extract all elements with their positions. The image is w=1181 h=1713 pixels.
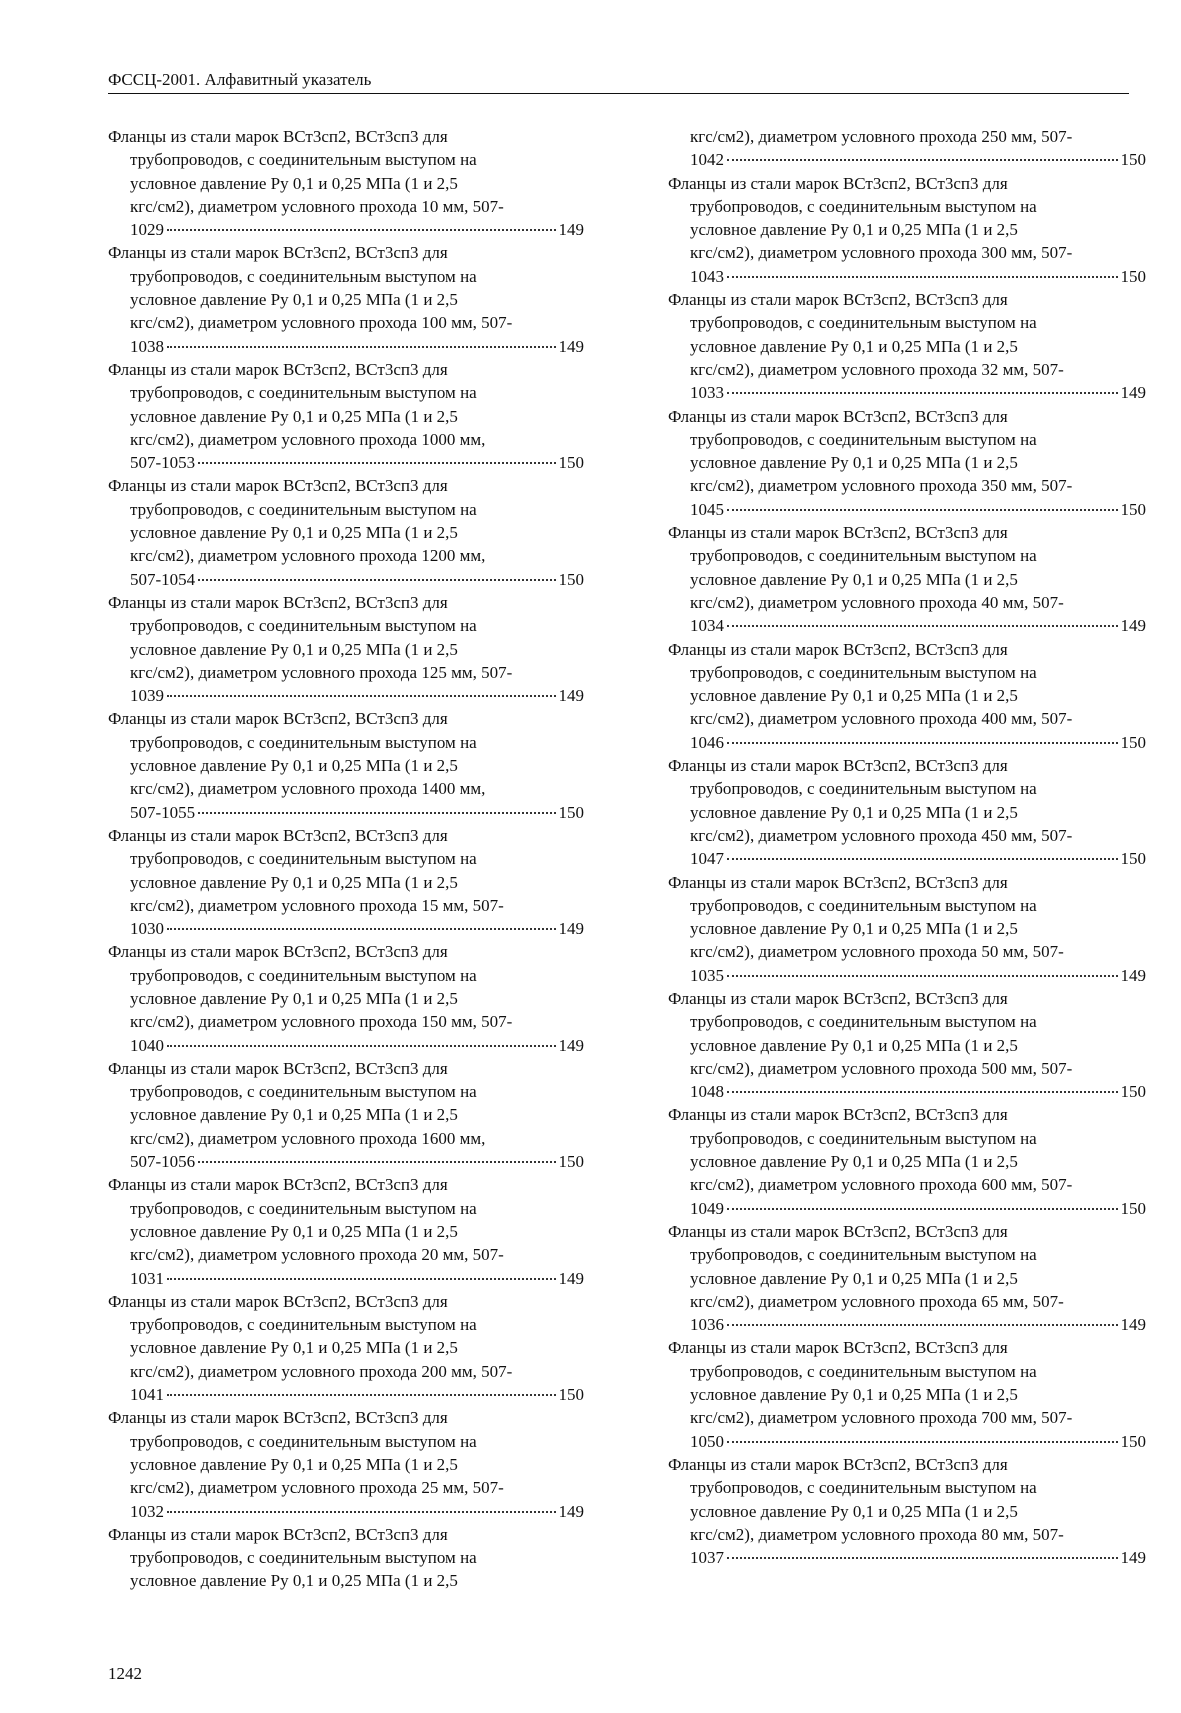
entry-page: 150 [558,802,584,822]
dot-leader [727,1441,1118,1443]
entry-line: трубопроводов, с соединительным выступом на [130,1082,477,1102]
index-entry [668,288,1146,404]
entry-page: 150 [1120,849,1146,869]
entry-code: 507-1056 [130,1152,196,1172]
entry-line: Фланцы из стали марок ВСт3сп2, ВСт3сп3 для [108,359,448,379]
entry-line: кгс/см2), диаметром условного прохода 350 мм, 507- [690,476,1073,496]
dot-leader [727,276,1118,278]
entry-line: трубопроводов, с соединительным выступом на [130,150,477,170]
entry-code: 1043 [690,266,724,286]
entry-line: условное давление Ру 0,1 и 0,25 МПа (1 и 2,5 [690,336,1018,356]
entry-line: Фланцы из стали марок ВСт3сп2, ВСт3сп3 для [108,476,448,496]
entry-reference [108,568,584,591]
entry-line: Фланцы из стали марок ВСт3сп2, ВСт3сп3 для [668,1221,1008,1241]
index-entry [668,1103,1146,1219]
entry-code: 507-1055 [130,802,196,822]
index-entry [668,1220,1146,1336]
entry-line: трубопроводов, с соединительным выступом на [130,616,477,636]
entry-line: Фланцы из стали марок ВСт3сп2, ВСт3сп3 для [668,1105,1008,1125]
entry-line: кгс/см2), диаметром условного прохода 32 мм, 507- [690,359,1064,379]
dot-leader [167,1045,556,1047]
entry-reference [668,1197,1146,1220]
index-entry [108,824,584,940]
dot-leader [198,812,555,814]
entry-reference [668,1546,1146,1569]
entry-page: 149 [1120,965,1146,985]
entry-line: кгс/см2), диаметром условного прохода 250 мм, 507- [690,127,1073,146]
index-entry [668,1453,1146,1569]
entry-reference [108,801,584,824]
index-entry [668,172,1146,288]
header-title: ФССЦ-2001. Алфавитный указатель [108,70,372,89]
entry-line: трубопроводов, с соединительным выступом на [690,1128,1037,1148]
entry-line: трубопроводов, с соединительным выступом на [130,965,477,985]
entry-line: кгс/см2), диаметром условного прохода 1200 мм, [130,546,486,566]
entry-reference [108,1383,584,1406]
dot-leader [167,346,556,348]
entry-reference [108,1034,584,1057]
entry-line: условное давление Ру 0,1 и 0,25 МПа (1 и 2,5 [130,1221,458,1241]
entry-code: 1029 [130,220,164,240]
page-number: 1242 [108,1664,142,1683]
entry-line: кгс/см2), диаметром условного прохода 65 мм, 507- [690,1291,1064,1311]
index-column-right [668,125,1146,1569]
dot-leader [727,1324,1118,1326]
index-entry [668,987,1146,1103]
entry-reference [668,1430,1146,1453]
entry-line: кгс/см2), диаметром условного прохода 700 мм, 507- [690,1408,1073,1428]
entry-code: 1042 [690,150,724,170]
index-entry [108,591,584,707]
entry-line: трубопроводов, с соединительным выступом на [130,732,477,752]
entry-line: кгс/см2), диаметром условного прохода 600 мм, 507- [690,1175,1073,1195]
page-header [108,70,1129,94]
entry-line: Фланцы из стали марок ВСт3сп2, ВСт3сп3 для [668,523,1008,543]
entry-line: кгс/см2), диаметром условного прохода 100 мм, 507- [130,313,513,333]
entry-line: условное давление Ру 0,1 и 0,25 МПа (1 и 2,5 [690,1035,1018,1055]
entry-page: 149 [558,220,584,240]
entry-line: Фланцы из стали марок ВСт3сп2, ВСт3сп3 для [108,592,448,612]
entry-code: 507-1053 [130,453,196,473]
entry-line: Фланцы из стали марок ВСт3сп2, ВСт3сп3 для [668,290,1008,310]
entry-page: 150 [1120,499,1146,519]
entry-line: Фланцы из стали марок ВСт3сп2, ВСт3сп3 для [668,639,1008,659]
index-entry [108,1057,584,1173]
index-entry [108,358,584,474]
entry-line: Фланцы из стали марок ВСт3сп2, ВСт3сп3 для [108,1175,448,1195]
entry-page: 150 [558,453,584,473]
entry-line: Фланцы из стали марок ВСт3сп2, ВСт3сп3 для [108,1408,448,1428]
entry-line: условное давление Ру 0,1 и 0,25 МПа (1 и 2,5 [690,686,1018,706]
dot-leader [727,1557,1118,1559]
entry-line: кгс/см2), диаметром условного прохода 1600 мм, [130,1128,486,1148]
dot-leader [727,1091,1118,1093]
entry-line: трубопроводов, с соединительным выступом на [130,1548,477,1568]
index-entry [108,1406,584,1522]
entry-line: трубопроводов, с соединительным выступом на [690,1478,1037,1498]
entry-line: трубопроводов, с соединительным выступом на [130,1315,477,1335]
entry-page: 150 [1120,732,1146,752]
entry-code: 1037 [690,1548,724,1568]
entry-line: условное давление Ру 0,1 и 0,25 МПа (1 и 2,5 [130,406,458,426]
entry-line: Фланцы из стали марок ВСт3сп2, ВСт3сп3 для [108,1291,448,1311]
entry-reference [668,1080,1146,1103]
entry-line: условное давление Ру 0,1 и 0,25 МПа (1 и 2,5 [130,1105,458,1125]
entry-line: трубопроводов, с соединительным выступом на [690,1361,1037,1381]
entry-reference [108,1500,584,1523]
entry-line: условное давление Ру 0,1 и 0,25 МПа (1 и 2,5 [690,220,1018,240]
entry-page: 149 [558,1501,584,1521]
entry-line: трубопроводов, с соединительным выступом на [130,1198,477,1218]
entry-line: кгс/см2), диаметром условного прохода 20 мм, 507- [130,1245,504,1265]
entry-code: 507-1054 [130,569,196,589]
entry-page: 149 [1120,1548,1146,1568]
entry-line: условное давление Ру 0,1 и 0,25 МПа (1 и 2,5 [130,756,458,776]
entry-page: 150 [1120,1431,1146,1451]
entry-code: 1035 [690,965,724,985]
entry-line: условное давление Ру 0,1 и 0,25 МПа (1 и 2,5 [690,919,1018,939]
entry-code: 1036 [690,1315,724,1335]
entry-code: 1047 [690,849,724,869]
index-entry [108,474,584,590]
entry-line: трубопроводов, с соединительным выступом на [130,1431,477,1451]
entry-line: кгс/см2), диаметром условного прохода 150 мм, 507- [130,1012,513,1032]
entry-code: 1031 [130,1268,164,1288]
entry-line: Фланцы из стали марок ВСт3сп2, ВСт3сп3 для [108,243,448,263]
entry-reference [668,614,1146,637]
entry-line: Фланцы из стали марок ВСт3сп2, ВСт3сп3 для [108,825,448,845]
dot-leader [727,159,1118,161]
entry-line: трубопроводов, с соединительным выступом на [130,266,477,286]
entry-code: 1049 [690,1198,724,1218]
entry-line: условное давление Ру 0,1 и 0,25 МПа (1 и 2,5 [130,872,458,892]
entry-line: условное давление Ру 0,1 и 0,25 МПа (1 и 2,5 [130,1338,458,1358]
entry-line: Фланцы из стали марок ВСт3сп2, ВСт3сп3 для [668,872,1008,892]
entry-page: 149 [558,336,584,356]
dot-leader [198,462,555,464]
dot-leader [727,975,1118,977]
index-entry [668,125,1146,172]
entry-line: трубопроводов, с соединительным выступом на [690,196,1037,216]
dot-leader [727,1208,1118,1210]
entry-line: трубопроводов, с соединительным выступом на [130,849,477,869]
dot-leader [167,1278,556,1280]
entry-line: Фланцы из стали марок ВСт3сп2, ВСт3сп3 для [668,1454,1008,1474]
entry-line: Фланцы из стали марок ВСт3сп2, ВСт3сп3 для [108,1058,448,1078]
entry-page: 149 [1120,383,1146,403]
entry-line: кгс/см2), диаметром условного прохода 15 мм, 507- [130,895,504,915]
entry-line: условное давление Ру 0,1 и 0,25 МПа (1 и 2,5 [690,453,1018,473]
index-entry [668,638,1146,754]
entry-line: условное давление Ру 0,1 и 0,25 МПа (1 и 2,5 [130,1571,458,1591]
dot-leader [167,928,556,930]
entry-page: 149 [558,1268,584,1288]
entry-code: 1048 [690,1082,724,1102]
entry-code: 1038 [130,336,164,356]
entry-line: кгс/см2), диаметром условного прохода 450 мм, 507- [690,825,1073,845]
entry-code: 1032 [130,1501,164,1521]
entry-code: 1034 [690,616,724,636]
entry-reference [108,335,584,358]
entry-line: кгс/см2), диаметром условного прохода 25 мм, 507- [130,1478,504,1498]
entry-line: условное давление Ру 0,1 и 0,25 МПа (1 и 2,5 [690,1152,1018,1172]
entry-code: 1046 [690,732,724,752]
entry-code: 1040 [130,1035,164,1055]
entry-reference [668,498,1146,521]
entry-line: кгс/см2), диаметром условного прохода 400 мм, 507- [690,709,1073,729]
entry-page: 149 [558,1035,584,1055]
entry-reference [668,731,1146,754]
entry-line: Фланцы из стали марок ВСт3сп2, ВСт3сп3 для [668,406,1008,426]
entry-line: Фланцы из стали марок ВСт3сп2, ВСт3сп3 для [108,709,448,729]
entry-line: кгс/см2), диаметром условного прохода 80 мм, 507- [690,1524,1064,1544]
entry-line: трубопроводов, с соединительным выступом на [690,546,1037,566]
dot-leader [727,392,1118,394]
entry-reference [108,1267,584,1290]
entry-line: Фланцы из стали марок ВСт3сп2, ВСт3сп3 для [108,942,448,962]
entry-line: условное давление Ру 0,1 и 0,25 МПа (1 и 2,5 [130,290,458,310]
entry-line: кгс/см2), диаметром условного прохода 1400 мм, [130,779,486,799]
entry-line: Фланцы из стали марок ВСт3сп2, ВСт3сп3 для [668,1338,1008,1358]
index-entry [108,1290,584,1406]
entry-line: кгс/см2), диаметром условного прохода 1000 мм, [130,429,486,449]
entry-line: условное давление Ру 0,1 и 0,25 МПа (1 и 2,5 [130,988,458,1008]
entry-line: условное давление Ру 0,1 и 0,25 МПа (1 и 2,5 [690,1501,1018,1521]
index-entry [108,1523,584,1593]
index-entry [108,1173,584,1289]
entry-reference [668,964,1146,987]
entry-line: условное давление Ру 0,1 и 0,25 МПа (1 и 2,5 [690,1268,1018,1288]
dot-leader [727,858,1118,860]
entry-line: кгс/см2), диаметром условного прохода 50 мм, 507- [690,942,1064,962]
entry-page: 149 [558,919,584,939]
entry-code: 1033 [690,383,724,403]
entry-reference [668,381,1146,404]
dot-leader [727,742,1118,744]
entry-line: трубопроводов, с соединительным выступом на [690,1245,1037,1265]
entry-line: трубопроводов, с соединительным выступом на [130,499,477,519]
entry-page: 150 [1120,150,1146,170]
entry-line: условное давление Ру 0,1 и 0,25 МПа (1 и 2,5 [130,173,458,193]
entry-line: кгс/см2), диаметром условного прохода 10 мм, 507- [130,196,504,216]
entry-reference [108,1150,584,1173]
entry-line: кгс/см2), диаметром условного прохода 300 мм, 507- [690,243,1073,263]
entry-code: 1039 [130,686,164,706]
dot-leader [167,229,556,231]
index-entry [108,940,584,1056]
entry-line: Фланцы из стали марок ВСт3сп2, ВСт3сп3 для [668,756,1008,776]
entry-line: условное давление Ру 0,1 и 0,25 МПа (1 и 2,5 [130,1454,458,1474]
entry-line: трубопроводов, с соединительным выступом на [690,662,1037,682]
entry-page: 150 [1120,266,1146,286]
entry-line: Фланцы из стали марок ВСт3сп2, ВСт3сп3 для [108,127,448,146]
entry-page: 149 [558,686,584,706]
entry-page: 150 [558,569,584,589]
entry-code: 1041 [130,1385,164,1405]
entry-line: кгс/см2), диаметром условного прохода 500 мм, 507- [690,1058,1073,1078]
entry-page: 149 [1120,616,1146,636]
entry-line: трубопроводов, с соединительным выступом на [130,383,477,403]
entry-reference [108,917,584,940]
dot-leader [198,579,555,581]
entry-line: условное давление Ру 0,1 и 0,25 МПа (1 и 2,5 [130,523,458,543]
index-entry [668,1336,1146,1452]
entry-line: условное давление Ру 0,1 и 0,25 МПа (1 и 2,5 [690,1385,1018,1405]
entry-page: 149 [1120,1315,1146,1335]
entry-line: условное давление Ру 0,1 и 0,25 МПа (1 и 2,5 [690,802,1018,822]
entry-reference [668,847,1146,870]
entry-line: условное давление Ру 0,1 и 0,25 МПа (1 и 2,5 [130,639,458,659]
entry-line: трубопроводов, с соединительным выступом на [690,1012,1037,1032]
entry-reference [108,684,584,707]
entry-line: кгс/см2), диаметром условного прохода 40 мм, 507- [690,592,1064,612]
entry-page: 150 [1120,1198,1146,1218]
entry-line: кгс/см2), диаметром условного прохода 125 мм, 507- [130,662,513,682]
index-entry [108,707,584,823]
index-entry [668,521,1146,637]
index-entry [108,125,584,241]
index-entry [668,871,1146,987]
dot-leader [167,695,556,697]
entry-code: 1045 [690,499,724,519]
dot-leader [727,509,1118,511]
index-entry [668,754,1146,870]
entry-line: Фланцы из стали марок ВСт3сп2, ВСт3сп3 для [668,173,1008,193]
entry-reference [668,265,1146,288]
entry-line: кгс/см2), диаметром условного прохода 200 мм, 507- [130,1361,513,1381]
dot-leader [198,1161,555,1163]
entry-page: 150 [558,1385,584,1405]
entry-page: 150 [1120,1082,1146,1102]
entry-line: Фланцы из стали марок ВСт3сп2, ВСт3сп3 для [108,1524,448,1544]
entry-code: 1050 [690,1431,724,1451]
entry-line: трубопроводов, с соединительным выступом на [690,779,1037,799]
dot-leader [727,625,1118,627]
index-entry [108,241,584,357]
entry-reference [108,451,584,474]
entry-line: трубопроводов, с соединительным выступом на [690,895,1037,915]
entry-line: условное давление Ру 0,1 и 0,25 МПа (1 и 2,5 [690,569,1018,589]
index-entry [668,405,1146,521]
entry-reference [108,218,584,241]
entry-line: трубопроводов, с соединительным выступом на [690,429,1037,449]
entry-code: 1030 [130,919,164,939]
entry-page: 150 [558,1152,584,1172]
entry-line: Фланцы из стали марок ВСт3сп2, ВСт3сп3 для [668,988,1008,1008]
index-column-left [108,125,584,1593]
entry-reference [668,148,1146,171]
dot-leader [167,1511,556,1513]
entry-line: трубопроводов, с соединительным выступом на [690,313,1037,333]
dot-leader [167,1394,556,1396]
entry-reference [668,1313,1146,1336]
